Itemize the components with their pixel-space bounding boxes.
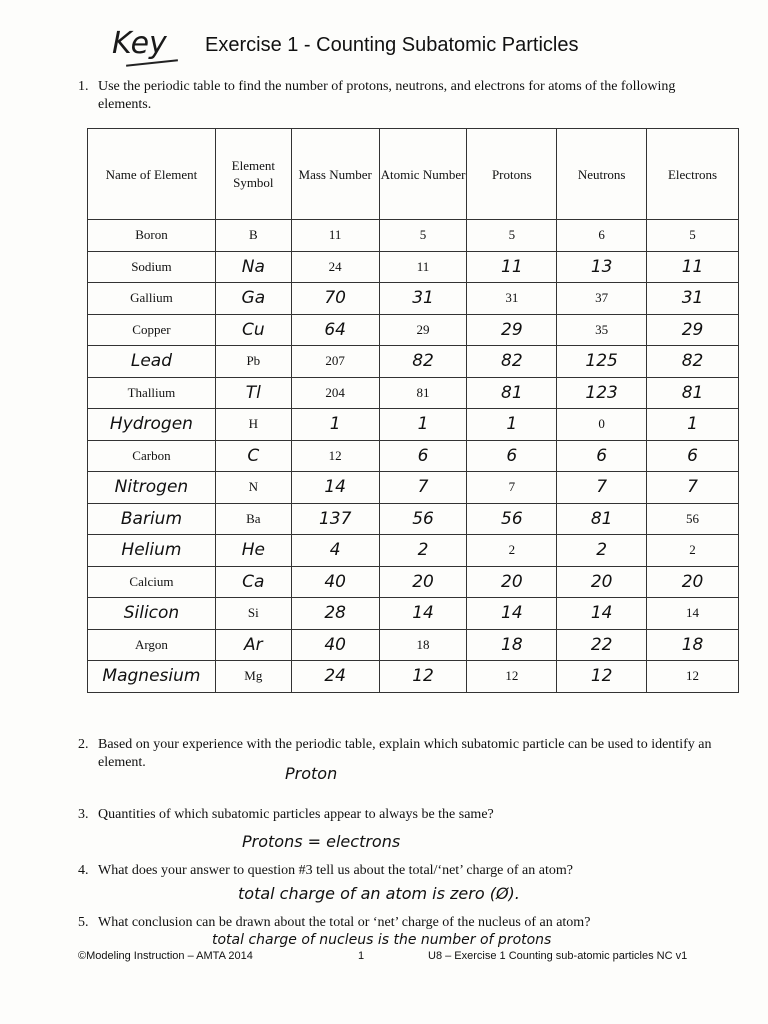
cell-electrons: 20 — [647, 566, 739, 598]
cell-mass-number: 24 — [291, 661, 379, 693]
cell-element-symbol: Na — [215, 251, 291, 283]
cell-mass-number: 137 — [291, 503, 379, 535]
cell-element-symbol: He — [215, 535, 291, 567]
cell-neutrons: 123 — [557, 377, 647, 409]
cell-mass-number: 64 — [291, 314, 379, 346]
cell-mass-number: 40 — [291, 566, 379, 598]
cell-mass-number: 70 — [291, 283, 379, 315]
cell-element-symbol: Ba — [215, 503, 291, 535]
cell-electrons: 31 — [647, 283, 739, 315]
question-1 — [78, 78, 728, 114]
cell-neutrons: 14 — [557, 598, 647, 630]
table-row — [88, 283, 739, 315]
footer-page-number: 1 — [358, 950, 365, 962]
table-row — [88, 629, 739, 661]
cell-element-symbol: Tl — [215, 377, 291, 409]
footer-left: ©Modeling Instruction – AMTA 2014 — [78, 950, 253, 962]
question-text: Use the periodic table to find the number of protons, neutrons, and electrons for atoms of the following elements. — [98, 79, 676, 112]
question-text: What does your answer to question #3 tell us about the total/‘net’ charge of an atom? — [98, 863, 573, 878]
cell-element-name: Silicon — [88, 598, 216, 630]
cell-atomic-number: 56 — [379, 503, 467, 535]
question-text: Quantities of which subatomic particles appear to always be the same? — [98, 807, 494, 822]
cell-neutrons: 0 — [557, 409, 647, 441]
cell-element-name: Sodium — [88, 251, 216, 283]
cell-neutrons: 2 — [557, 535, 647, 567]
cell-neutrons: 20 — [557, 566, 647, 598]
question-4 — [78, 862, 728, 880]
cell-neutrons: 37 — [557, 283, 647, 315]
question-text: What conclusion can be drawn about the total or ‘net’ charge of the nucleus of an atom? — [98, 915, 591, 930]
cell-element-name: Barium — [88, 503, 216, 535]
cell-atomic-number: 31 — [379, 283, 467, 315]
cell-element-name: Argon — [88, 629, 216, 661]
cell-neutrons: 13 — [557, 251, 647, 283]
cell-mass-number: 4 — [291, 535, 379, 567]
cell-mass-number: 11 — [291, 220, 379, 252]
cell-neutrons: 6 — [557, 220, 647, 252]
cell-electrons: 7 — [647, 472, 739, 504]
table-row — [88, 346, 739, 378]
table-row — [88, 472, 739, 504]
cell-atomic-number: 7 — [379, 472, 467, 504]
cell-element-symbol: Si — [215, 598, 291, 630]
cell-protons: 18 — [467, 629, 557, 661]
cell-protons: 2 — [467, 535, 557, 567]
table-row — [88, 503, 739, 535]
cell-element-symbol: H — [215, 409, 291, 441]
table-row — [88, 251, 739, 283]
question-3 — [78, 806, 728, 824]
cell-electrons: 81 — [647, 377, 739, 409]
cell-atomic-number: 20 — [379, 566, 467, 598]
table-row — [88, 440, 739, 472]
table-row — [88, 598, 739, 630]
cell-neutrons: 12 — [557, 661, 647, 693]
cell-electrons: 11 — [647, 251, 739, 283]
cell-element-name: Gallium — [88, 283, 216, 315]
answer-3: Protons = electrons — [242, 832, 401, 851]
cell-protons: 12 — [467, 661, 557, 693]
cell-atomic-number: 6 — [379, 440, 467, 472]
cell-element-symbol: B — [215, 220, 291, 252]
answer-2: Proton — [285, 764, 338, 783]
cell-mass-number: 12 — [291, 440, 379, 472]
cell-mass-number: 204 — [291, 377, 379, 409]
answer-5: total charge of nucleus is the number of protons — [212, 932, 552, 948]
cell-protons: 81 — [467, 377, 557, 409]
cell-atomic-number: 14 — [379, 598, 467, 630]
key-mark: Key — [112, 26, 167, 61]
cell-neutrons: 125 — [557, 346, 647, 378]
header-neutrons: Neutrons — [557, 129, 647, 220]
cell-protons: 7 — [467, 472, 557, 504]
cell-protons: 11 — [467, 251, 557, 283]
cell-element-name: Boron — [88, 220, 216, 252]
cell-atomic-number: 29 — [379, 314, 467, 346]
table-row — [88, 661, 739, 693]
header-mass-number: Mass Number — [291, 129, 379, 220]
cell-neutrons: 7 — [557, 472, 647, 504]
cell-neutrons: 6 — [557, 440, 647, 472]
cell-element-symbol: N — [215, 472, 291, 504]
cell-element-symbol: Cu — [215, 314, 291, 346]
cell-neutrons: 35 — [557, 314, 647, 346]
table-row — [88, 377, 739, 409]
header-electrons: Electrons — [647, 129, 739, 220]
cell-element-name: Calcium — [88, 566, 216, 598]
cell-electrons: 56 — [647, 503, 739, 535]
cell-mass-number: 14 — [291, 472, 379, 504]
table-row — [88, 566, 739, 598]
cell-protons: 14 — [467, 598, 557, 630]
cell-electrons: 29 — [647, 314, 739, 346]
cell-element-symbol: C — [215, 440, 291, 472]
question-5 — [78, 914, 728, 932]
cell-atomic-number: 5 — [379, 220, 467, 252]
table-row — [88, 220, 739, 252]
cell-electrons: 14 — [647, 598, 739, 630]
cell-mass-number: 207 — [291, 346, 379, 378]
table-row — [88, 535, 739, 567]
cell-neutrons: 22 — [557, 629, 647, 661]
cell-electrons: 82 — [647, 346, 739, 378]
cell-protons: 1 — [467, 409, 557, 441]
question-number: 1. — [78, 79, 89, 94]
table-row — [88, 409, 739, 441]
question-number: 2. — [78, 737, 89, 752]
cell-protons: 29 — [467, 314, 557, 346]
cell-atomic-number: 18 — [379, 629, 467, 661]
header-name: Name of Element — [88, 129, 216, 220]
cell-element-name: Magnesium — [88, 661, 216, 693]
page-title: Exercise 1 - Counting Subatomic Particles — [205, 34, 579, 56]
table-header-row — [88, 129, 739, 220]
cell-electrons: 2 — [647, 535, 739, 567]
particles-table — [87, 128, 739, 693]
cell-electrons: 12 — [647, 661, 739, 693]
cell-electrons: 5 — [647, 220, 739, 252]
cell-protons: 56 — [467, 503, 557, 535]
question-number: 5. — [78, 915, 89, 930]
header-symbol: Element Symbol — [215, 129, 291, 220]
cell-element-name: Hydrogen — [88, 409, 216, 441]
cell-mass-number: 28 — [291, 598, 379, 630]
question-2 — [78, 736, 728, 772]
cell-element-name: Copper — [88, 314, 216, 346]
cell-element-symbol: Pb — [215, 346, 291, 378]
cell-protons: 5 — [467, 220, 557, 252]
question-number: 3. — [78, 807, 89, 822]
cell-protons: 6 — [467, 440, 557, 472]
header-protons: Protons — [467, 129, 557, 220]
cell-element-name: Helium — [88, 535, 216, 567]
cell-electrons: 1 — [647, 409, 739, 441]
cell-protons: 20 — [467, 566, 557, 598]
cell-atomic-number: 11 — [379, 251, 467, 283]
cell-electrons: 18 — [647, 629, 739, 661]
cell-element-name: Lead — [88, 346, 216, 378]
cell-neutrons: 81 — [557, 503, 647, 535]
cell-mass-number: 1 — [291, 409, 379, 441]
cell-element-symbol: Ga — [215, 283, 291, 315]
cell-atomic-number: 2 — [379, 535, 467, 567]
question-number: 4. — [78, 863, 89, 878]
cell-mass-number: 40 — [291, 629, 379, 661]
cell-element-name: Thallium — [88, 377, 216, 409]
cell-mass-number: 24 — [291, 251, 379, 283]
cell-protons: 31 — [467, 283, 557, 315]
cell-element-symbol: Ca — [215, 566, 291, 598]
cell-element-name: Nitrogen — [88, 472, 216, 504]
cell-atomic-number: 81 — [379, 377, 467, 409]
cell-atomic-number: 1 — [379, 409, 467, 441]
cell-element-symbol: Ar — [215, 629, 291, 661]
footer-right: U8 – Exercise 1 Counting sub-atomic particles NC v1 — [428, 950, 688, 962]
table-row — [88, 314, 739, 346]
header-atomic-number: Atomic Number — [379, 129, 467, 220]
cell-atomic-number: 12 — [379, 661, 467, 693]
question-text: Based on your experience with the periodic table, explain which subatomic particle can be used to identify an element. — [98, 737, 712, 770]
cell-electrons: 6 — [647, 440, 739, 472]
cell-element-symbol: Mg — [215, 661, 291, 693]
cell-protons: 82 — [467, 346, 557, 378]
cell-element-name: Carbon — [88, 440, 216, 472]
answer-4: total charge of an atom is zero (Ø). — [238, 884, 520, 903]
cell-atomic-number: 82 — [379, 346, 467, 378]
